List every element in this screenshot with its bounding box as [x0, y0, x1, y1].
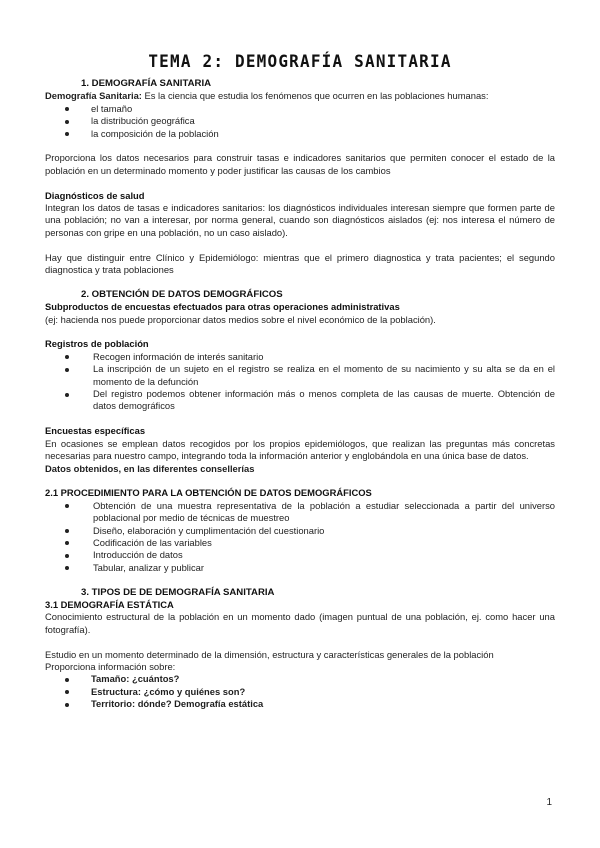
list-item: Territorio: dónde? Demografía estática	[81, 698, 555, 710]
subproducts-heading: Subproductos de encuestas efectuados para otras operaciones administrativas	[45, 301, 400, 313]
paragraph: Estudio en un momento determinado de la dimensión, estructura y características generales de la población	[45, 648, 494, 660]
definition	[45, 90, 555, 102]
document-page	[45, 52, 555, 711]
definition-text: Es la ciencia que estudia los fenómenos que ocurren en las poblaciones humanas:	[141, 90, 489, 102]
page-number: 1	[546, 797, 552, 808]
registry-list	[45, 351, 555, 413]
list-item: el tamaño	[81, 103, 555, 115]
definition-list	[45, 103, 555, 140]
section-3-1-heading: 3.1 DEMOGRAFÍA ESTÁTICA	[45, 598, 174, 610]
static-demography-list	[45, 673, 555, 710]
paragraph: Conocimiento estructural de la población en un momento dado (imagen puntual de una población, ej. como hacer una fotografía).	[45, 611, 555, 635]
list-item: Introducción de datos	[81, 549, 555, 561]
paragraph: Integran los datos de tasas e indicadores sanitarios: los diagnósticos individuales interesan siempre que formen parte de una población; no van a interesar, por norma general, cuando son diagnósticos aislados (ej: nos interesa el número de personas con gripe en una población, no un caso aislado).	[45, 202, 555, 238]
list-item: Tabular, analizar y publicar	[81, 562, 555, 574]
procedure-list	[45, 500, 555, 574]
paragraph: Proporciona los datos necesarios para construir tasas e indicadores sanitarios que permiten conocer el estado de la población en un determinado momento y poder justificar las causas de los cambios	[45, 152, 555, 176]
section-3-heading: 3. TIPOS DE DE DEMOGRAFÍA SANITARIA	[81, 586, 275, 598]
section-2-1-heading: 2.1 PROCEDIMIENTO PARA LA OBTENCIÓN DE DATOS DEMOGRÁFICOS	[45, 487, 372, 499]
paragraph: Hay que distinguir entre Clínico y Epidemiólogo: mientras que el primero diagnostica y trata pacientes; el segundo diagnostica y trata poblaciones	[45, 251, 555, 276]
paragraph: Proporciona información sobre:	[45, 660, 176, 672]
registry-heading: Registros de población	[45, 338, 149, 350]
paragraph: En ocasiones se emplean datos recogidos por los propios epidemiólogos, que realizan las preguntas más concretas necesarias para nuestro campo, integrando toda la información anterior y englobándola en una única base de datos.	[45, 437, 555, 462]
list-item: Del registro podemos obtener información más o menos completa de las causas de muerte. Obtención de datos demográficos	[81, 388, 555, 413]
bold-line: Datos obtenidos, en las diferentes consellerías	[45, 462, 255, 474]
surveys-heading: Encuestas específicas	[45, 425, 146, 437]
list-item: Diseño, elaboración y cumplimentación del cuestionario	[81, 525, 555, 537]
section-1-heading: 1. DEMOGRAFÍA SANITARIA	[81, 78, 212, 89]
list-item: Codificación de las variables	[81, 537, 555, 549]
list-item: la distribución geográfica	[81, 115, 555, 127]
list-item: Recogen información de interés sanitario	[81, 351, 555, 363]
list-item: la composición de la población	[81, 128, 555, 140]
list-item: Obtención de una muestra representativa de la población a estudiar seleccionada a partir del universo poblacional por medio de técnicas de muestreo	[81, 500, 555, 525]
page-title: TEMA 2: DEMOGRAFÍA SANITARIA	[148, 51, 452, 72]
section-2-heading: 2. OBTENCIÓN DE DATOS DEMOGRÁFICOS	[81, 288, 283, 300]
list-item: La inscripción de un sujeto en el registro se realiza en el momento de su nacimiento y su alta se da en el momento de la defunción	[81, 363, 555, 388]
paragraph: (ej: hacienda nos puede proporcionar datos medios sobre el nivel económico de la población).	[45, 313, 436, 325]
definition-label: Demografía Sanitaria:	[45, 90, 142, 102]
list-item: Tamaño: ¿cuántos?	[81, 673, 555, 685]
diagnostics-heading: Diagnósticos de salud	[45, 189, 145, 201]
list-item: Estructura: ¿cómo y quiénes son?	[81, 686, 555, 698]
